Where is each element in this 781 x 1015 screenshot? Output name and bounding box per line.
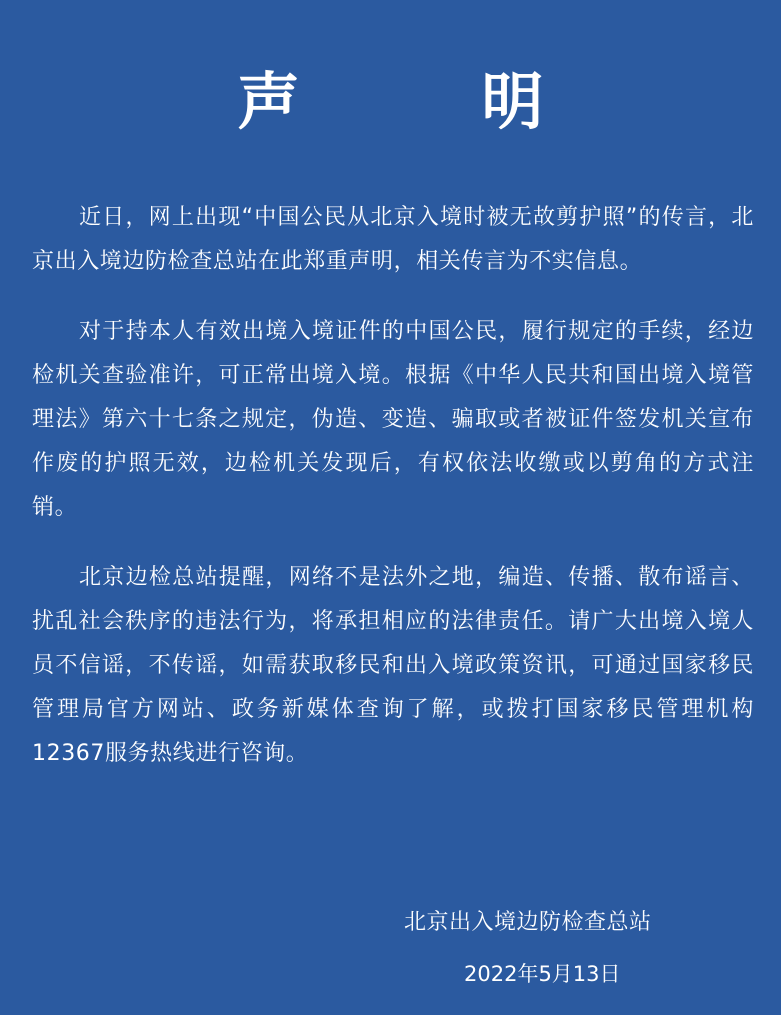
- paragraph-3: 北京边检总站提醒，网络不是法外之地，编造、传播、散布谣言、扰乱社会秩序的违法行为，将承担相应的法律责任。请广大出境入境人员不信谣，不传谣，如需获取移民和出入境政策资讯，可通过国家移民管理局官方网站、政务新媒体查询了解，或拨打国家移民管理机构12367服务热线进行咨询。: [32, 565, 754, 766]
- paragraph-1: 近日，网上出现“中国公民从北京入境时被无故剪护照”的传言，北京出入境边防检查总站在此郑重声明，相关传言为不实信息。: [32, 205, 754, 274]
- page-title: 声 明: [237, 65, 604, 138]
- signature-organization: 北京出入境边防检查总站: [404, 910, 652, 935]
- statement-body: [32, 196, 754, 802]
- paragraph-2: 对于持本人有效出境入境证件的中国公民，履行规定的手续，经边检机关查验准许，可正常出境入境。根据《中华人民共和国出境入境管理法》第六十七条之规定，伪造、变造、骗取或者被证件签发机关宣布作废的护照无效，边检机关发现后，有权依法收缴或以剪角的方式注销。: [32, 319, 754, 520]
- signature-date: 2022年5月13日: [464, 962, 621, 986]
